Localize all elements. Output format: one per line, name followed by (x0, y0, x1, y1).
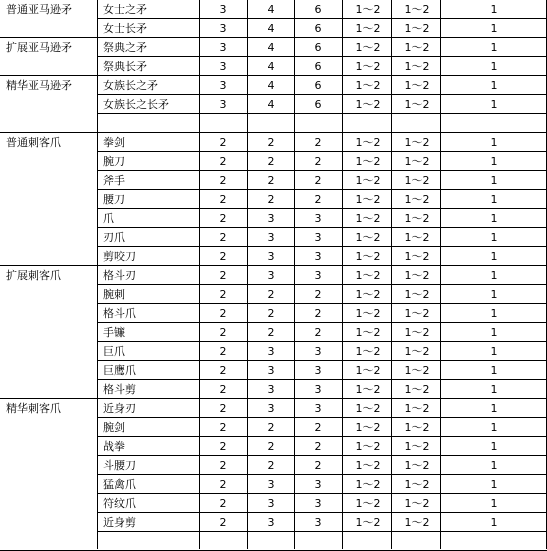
value-cell[interactable]: 1 (490, 231, 498, 244)
weapon-group-cell[interactable] (6, 247, 96, 266)
weapon-name-cell[interactable]: 近身剪 (103, 516, 136, 529)
weapon-name-cell[interactable]: 祭典之矛 (103, 41, 147, 54)
table-row (0, 437, 547, 456)
value-cell[interactable]: 1 (490, 155, 498, 168)
value-cell[interactable] (296, 532, 340, 551)
range-cell[interactable]: 1～2 (355, 288, 381, 301)
range-cell[interactable]: 1～2 (355, 421, 381, 434)
value-cell[interactable]: 3 (219, 3, 227, 16)
value-cell[interactable]: 2 (314, 136, 322, 149)
value-cell[interactable]: 1 (490, 79, 498, 92)
range-cell[interactable]: 1～2 (355, 212, 381, 225)
value-cell[interactable]: 2 (219, 193, 227, 206)
weapon-name-cell[interactable] (103, 532, 199, 551)
value-cell[interactable]: 1 (490, 41, 498, 54)
weapon-group-cell[interactable] (6, 171, 96, 190)
range-cell[interactable]: 1～2 (355, 193, 381, 206)
value-cell[interactable]: 3 (267, 231, 275, 244)
range-cell[interactable]: 1～2 (404, 212, 430, 225)
range-cell[interactable]: 1～2 (404, 307, 430, 320)
value-cell[interactable]: 2 (267, 326, 275, 339)
weapon-name-cell[interactable]: 腕刀 (103, 155, 125, 168)
value-cell[interactable]: 1 (490, 516, 498, 529)
table-row (0, 361, 547, 380)
weapon-group-cell[interactable] (6, 285, 96, 304)
weapon-group-cell[interactable] (6, 418, 96, 437)
table-row (0, 285, 547, 304)
value-cell[interactable]: 1 (490, 326, 498, 339)
weapon-group-cell[interactable] (6, 513, 96, 532)
table-row (0, 399, 547, 418)
range-cell[interactable]: 1～2 (404, 250, 430, 263)
value-cell[interactable]: 2 (219, 288, 227, 301)
value-cell[interactable]: 2 (314, 421, 322, 434)
value-cell[interactable]: 2 (219, 459, 227, 472)
value-cell[interactable]: 3 (314, 250, 322, 263)
value-cell[interactable]: 2 (314, 155, 322, 168)
weapon-group-cell[interactable] (6, 475, 96, 494)
range-cell[interactable]: 1～2 (355, 307, 381, 320)
range-cell[interactable]: 1～2 (404, 231, 430, 244)
value-cell[interactable]: 6 (314, 60, 322, 73)
value-cell[interactable] (249, 532, 293, 551)
range-cell[interactable]: 1～2 (404, 497, 430, 510)
value-cell[interactable]: 3 (267, 383, 275, 396)
weapon-group-cell[interactable]: 精华刺客爪 (6, 402, 61, 415)
value-cell[interactable]: 6 (314, 79, 322, 92)
range-cell[interactable]: 1～2 (355, 516, 381, 529)
weapon-name-cell[interactable]: 女士之矛 (103, 3, 147, 16)
weapon-name-cell[interactable]: 拳剑 (103, 136, 125, 149)
value-cell[interactable]: 1 (490, 459, 498, 472)
value-cell[interactable]: 4 (267, 3, 275, 16)
range-cell[interactable]: 1～2 (355, 269, 381, 282)
range-cell[interactable] (344, 532, 392, 551)
weapon-name-cell[interactable]: 刃爪 (103, 231, 125, 244)
range-cell[interactable]: 1～2 (404, 326, 430, 339)
value-cell[interactable]: 2 (219, 231, 227, 244)
weapon-name-cell[interactable]: 猛禽爪 (103, 478, 136, 491)
table-row (0, 76, 547, 95)
weapon-group-cell[interactable]: 普通刺客爪 (6, 136, 61, 149)
range-cell[interactable]: 1～2 (404, 478, 430, 491)
value-cell[interactable]: 3 (314, 345, 322, 358)
value-cell[interactable]: 2 (267, 307, 275, 320)
weapon-name-cell[interactable]: 手镰 (103, 326, 125, 339)
table-row (0, 304, 547, 323)
range-cell[interactable] (393, 114, 441, 133)
range-cell[interactable] (393, 532, 441, 551)
value-cell[interactable]: 4 (267, 98, 275, 111)
value-cell[interactable]: 3 (314, 478, 322, 491)
value-cell[interactable]: 3 (314, 516, 322, 529)
table-row (0, 228, 547, 247)
range-cell[interactable]: 1～2 (355, 364, 381, 377)
value-cell[interactable]: 2 (219, 383, 227, 396)
range-cell[interactable]: 1～2 (355, 250, 381, 263)
table-row (0, 171, 547, 190)
weapon-group-cell[interactable] (6, 57, 96, 76)
weapon-name-cell[interactable]: 近身刃 (103, 402, 136, 415)
value-cell[interactable]: 3 (267, 345, 275, 358)
range-cell[interactable] (344, 114, 392, 133)
weapon-name-cell[interactable] (103, 114, 199, 133)
range-cell[interactable]: 1～2 (404, 364, 430, 377)
weapon-group-cell[interactable] (6, 19, 96, 38)
range-cell[interactable]: 1～2 (404, 516, 430, 529)
value-cell[interactable]: 2 (219, 421, 227, 434)
table-row (0, 114, 547, 133)
range-cell[interactable]: 1～2 (355, 345, 381, 358)
range-cell[interactable]: 1～2 (404, 79, 430, 92)
value-cell[interactable]: 1 (490, 60, 498, 73)
value-cell[interactable]: 4 (267, 41, 275, 54)
range-cell[interactable]: 1～2 (355, 326, 381, 339)
table-row (0, 456, 547, 475)
range-cell[interactable]: 1～2 (404, 60, 430, 73)
value-cell[interactable]: 2 (219, 174, 227, 187)
value-cell[interactable]: 3 (314, 402, 322, 415)
range-cell[interactable]: 1～2 (355, 383, 381, 396)
table-row (0, 418, 547, 437)
value-cell[interactable]: 3 (267, 269, 275, 282)
value-cell[interactable]: 3 (314, 231, 322, 244)
table-row (0, 190, 547, 209)
range-cell[interactable]: 1～2 (355, 60, 381, 73)
value-cell[interactable]: 1 (490, 136, 498, 149)
weapon-group-cell[interactable]: 扩展刺客爪 (6, 269, 61, 282)
range-cell[interactable]: 1～2 (355, 478, 381, 491)
range-cell[interactable]: 1～2 (404, 345, 430, 358)
value-cell[interactable]: 4 (267, 79, 275, 92)
weapon-name-cell[interactable]: 祭典长矛 (103, 60, 147, 73)
value-cell[interactable]: 2 (219, 326, 227, 339)
value-cell[interactable]: 3 (314, 212, 322, 225)
value-cell[interactable]: 1 (490, 383, 498, 396)
value-cell[interactable]: 1 (490, 478, 498, 491)
range-cell[interactable]: 1～2 (355, 440, 381, 453)
value-cell[interactable]: 3 (267, 250, 275, 263)
value-cell[interactable]: 6 (314, 22, 322, 35)
weapon-group-cell[interactable] (6, 152, 96, 171)
weapon-group-cell[interactable] (6, 532, 96, 551)
range-cell[interactable]: 1～2 (404, 174, 430, 187)
value-cell[interactable]: 2 (219, 345, 227, 358)
table-row (0, 0, 547, 19)
weapon-name-cell[interactable]: 剪咬刀 (103, 250, 136, 263)
table-row (0, 152, 547, 171)
value-cell[interactable]: 2 (314, 288, 322, 301)
value-cell[interactable]: 1 (490, 421, 498, 434)
range-cell[interactable]: 1～2 (355, 98, 381, 111)
value-cell[interactable]: 2 (219, 136, 227, 149)
value-cell[interactable]: 2 (267, 288, 275, 301)
weapon-name-cell[interactable]: 战拳 (103, 440, 125, 453)
weapon-group-cell[interactable] (6, 304, 96, 323)
value-cell[interactable]: 2 (267, 155, 275, 168)
value-cell[interactable]: 2 (219, 516, 227, 529)
weapon-group-cell[interactable] (6, 323, 96, 342)
value-cell[interactable]: 1 (490, 22, 498, 35)
range-cell[interactable]: 1～2 (404, 41, 430, 54)
range-cell[interactable]: 1～2 (404, 155, 430, 168)
value-cell[interactable]: 6 (314, 3, 322, 16)
weapon-name-cell[interactable]: 女士长矛 (103, 22, 147, 35)
weapon-group-cell[interactable] (6, 95, 96, 114)
weapon-name-cell[interactable]: 巨爪 (103, 345, 125, 358)
table-row (0, 532, 547, 551)
value-cell[interactable]: 4 (267, 22, 275, 35)
value-cell[interactable]: 3 (314, 269, 322, 282)
value-cell[interactable]: 3 (219, 60, 227, 73)
value-cell[interactable]: 1 (490, 402, 498, 415)
value-cell[interactable]: 2 (267, 193, 275, 206)
value-cell[interactable]: 2 (219, 212, 227, 225)
weapon-name-cell[interactable]: 腕刺 (103, 288, 125, 301)
range-cell[interactable]: 1～2 (355, 402, 381, 415)
weapon-name-cell[interactable]: 巨鹰爪 (103, 364, 136, 377)
weapon-group-cell[interactable]: 精华亚马逊矛 (6, 79, 72, 92)
weapon-group-cell[interactable] (6, 456, 96, 475)
range-cell[interactable]: 1～2 (404, 383, 430, 396)
range-cell[interactable]: 1～2 (355, 174, 381, 187)
table-row (0, 494, 547, 513)
value-cell[interactable]: 3 (314, 383, 322, 396)
weapon-name-cell[interactable]: 斗腰刀 (103, 459, 136, 472)
value-cell[interactable]: 2 (314, 307, 322, 320)
value-cell[interactable]: 1 (490, 497, 498, 510)
table-row (0, 209, 547, 228)
range-cell[interactable]: 1～2 (404, 288, 430, 301)
range-cell[interactable]: 1～2 (404, 459, 430, 472)
value-cell[interactable]: 3 (267, 497, 275, 510)
value-cell[interactable] (201, 532, 245, 551)
range-cell[interactable]: 1～2 (355, 459, 381, 472)
weapon-name-cell[interactable]: 格斗爪 (103, 307, 136, 320)
value-cell[interactable]: 1 (490, 212, 498, 225)
value-cell[interactable]: 2 (267, 459, 275, 472)
table-row (0, 342, 547, 361)
value-cell[interactable]: 3 (219, 41, 227, 54)
range-cell[interactable]: 1～2 (355, 41, 381, 54)
value-cell[interactable] (201, 114, 245, 133)
value-cell[interactable]: 2 (314, 459, 322, 472)
value-cell[interactable]: 3 (267, 212, 275, 225)
value-cell[interactable]: 2 (219, 497, 227, 510)
weapon-name-cell[interactable]: 格斗刃 (103, 269, 136, 282)
value-cell[interactable]: 1 (490, 174, 498, 187)
value-cell[interactable]: 1 (490, 98, 498, 111)
value-cell[interactable]: 2 (314, 174, 322, 187)
weapon-group-cell[interactable] (6, 361, 96, 380)
weapon-group-cell[interactable] (6, 494, 96, 513)
range-cell[interactable]: 1～2 (355, 155, 381, 168)
value-cell[interactable]: 3 (267, 364, 275, 377)
table-row (0, 247, 547, 266)
value-cell[interactable]: 2 (219, 440, 227, 453)
weapon-group-cell[interactable]: 普通亚马逊矛 (6, 3, 72, 16)
value-cell[interactable]: 3 (314, 497, 322, 510)
value-cell[interactable]: 2 (267, 136, 275, 149)
value-cell[interactable]: 1 (490, 250, 498, 263)
range-cell[interactable]: 1～2 (404, 269, 430, 282)
range-cell[interactable]: 1～2 (404, 98, 430, 111)
value-cell[interactable]: 3 (267, 402, 275, 415)
weapon-group-cell[interactable] (6, 342, 96, 361)
range-cell[interactable]: 1～2 (355, 231, 381, 244)
range-cell[interactable]: 1～2 (404, 193, 430, 206)
range-cell[interactable]: 1～2 (404, 402, 430, 415)
value-cell[interactable]: 6 (314, 98, 322, 111)
weapon-name-cell[interactable]: 腕剑 (103, 421, 125, 434)
value-cell[interactable]: 1 (490, 288, 498, 301)
value-cell[interactable]: 6 (314, 41, 322, 54)
table-row (0, 266, 547, 285)
value-cell[interactable]: 1 (490, 345, 498, 358)
value-cell[interactable]: 3 (219, 98, 227, 111)
value-cell[interactable]: 2 (219, 402, 227, 415)
value-cell[interactable] (296, 114, 340, 133)
value-cell[interactable]: 2 (267, 174, 275, 187)
table-row (0, 380, 547, 399)
table-row (0, 323, 547, 342)
value-cell[interactable] (442, 114, 546, 133)
weapon-name-cell[interactable]: 女族长之矛 (103, 79, 158, 92)
weapon-group-cell[interactable] (6, 114, 96, 133)
value-cell[interactable]: 3 (267, 516, 275, 529)
weapon-name-cell[interactable]: 符纹爪 (103, 497, 136, 510)
range-cell[interactable]: 1～2 (355, 79, 381, 92)
table-row (0, 95, 547, 114)
value-cell[interactable]: 1 (490, 307, 498, 320)
range-cell[interactable]: 1～2 (355, 136, 381, 149)
range-cell[interactable]: 1～2 (404, 136, 430, 149)
range-cell[interactable]: 1～2 (355, 22, 381, 35)
value-cell[interactable]: 1 (490, 193, 498, 206)
weapon-name-cell[interactable]: 腰刀 (103, 193, 125, 206)
table-row (0, 133, 547, 152)
value-cell[interactable]: 4 (267, 60, 275, 73)
weapon-group-cell[interactable]: 扩展亚马逊矛 (6, 41, 72, 54)
value-cell[interactable]: 2 (314, 440, 322, 453)
value-cell[interactable]: 2 (219, 250, 227, 263)
range-cell[interactable]: 1～2 (404, 22, 430, 35)
weapon-group-cell[interactable] (6, 228, 96, 247)
weapon-name-cell[interactable]: 格斗剪 (103, 383, 136, 396)
value-cell[interactable]: 2 (267, 440, 275, 453)
range-cell[interactable]: 1～2 (355, 3, 381, 16)
value-cell[interactable]: 2 (314, 193, 322, 206)
weapon-group-cell[interactable] (6, 380, 96, 399)
value-cell[interactable]: 1 (490, 440, 498, 453)
table-row (0, 475, 547, 494)
value-cell[interactable]: 2 (314, 326, 322, 339)
range-cell[interactable]: 1～2 (404, 421, 430, 434)
value-cell[interactable]: 1 (490, 364, 498, 377)
value-cell[interactable] (249, 114, 293, 133)
table-row (0, 57, 547, 76)
weapon-group-cell[interactable] (6, 209, 96, 228)
value-cell[interactable]: 1 (490, 269, 498, 282)
value-cell[interactable]: 1 (490, 3, 498, 16)
weapon-name-cell[interactable]: 女族长之长矛 (103, 98, 169, 111)
weapon-group-cell[interactable] (6, 437, 96, 456)
value-cell[interactable]: 2 (219, 307, 227, 320)
value-cell[interactable]: 3 (267, 478, 275, 491)
value-cell[interactable]: 3 (314, 364, 322, 377)
table-row (0, 38, 547, 57)
value-cell[interactable]: 2 (267, 421, 275, 434)
value-cell[interactable]: 2 (219, 269, 227, 282)
weapon-name-cell[interactable]: 斧手 (103, 174, 125, 187)
table-row (0, 513, 547, 532)
value-cell[interactable] (442, 532, 546, 551)
value-cell[interactable]: 2 (219, 155, 227, 168)
value-cell[interactable]: 3 (219, 22, 227, 35)
value-cell[interactable]: 2 (219, 364, 227, 377)
table-row (0, 19, 547, 38)
value-cell[interactable]: 2 (219, 478, 227, 491)
range-cell[interactable]: 1～2 (404, 440, 430, 453)
weapon-name-cell[interactable]: 爪 (103, 212, 114, 225)
range-cell[interactable]: 1～2 (355, 497, 381, 510)
value-cell[interactable]: 3 (219, 79, 227, 92)
weapon-group-cell[interactable] (6, 190, 96, 209)
range-cell[interactable]: 1～2 (404, 3, 430, 16)
